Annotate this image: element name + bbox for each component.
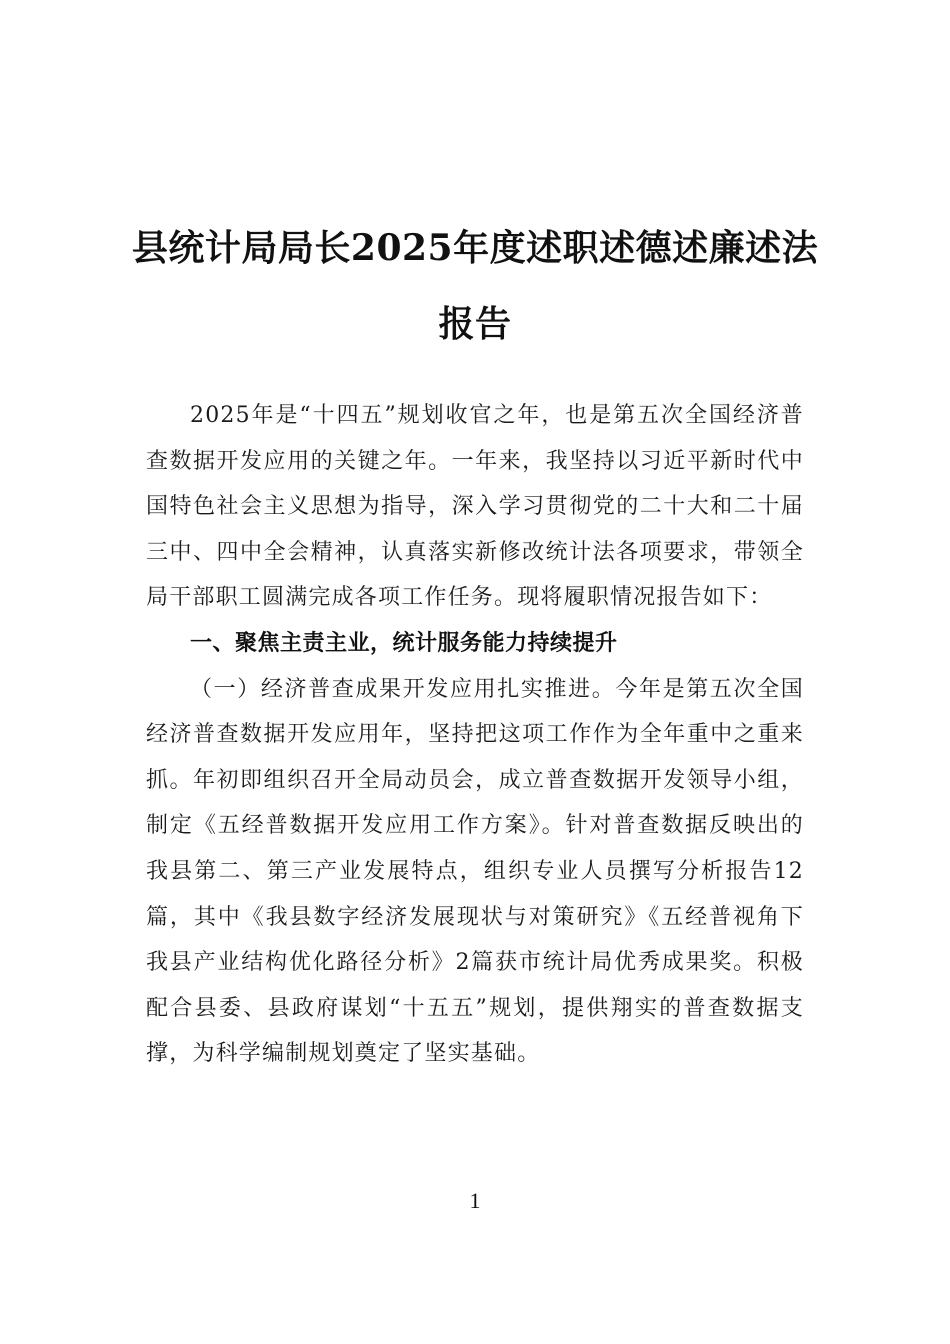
subsection-text: 今年是第五次全国经济普查数据开发应用年，坚持把这项工作作为全年重中之重来抓。年初即组织召开全局动员会，成立普查数据开发领导小组，制定《五经普数据开发应用工作方案》。针对普查数据反映出的我县第二、第三产业发展特点，组织专业人员撰写分析报告12篇，其中《我县数字经济发展现状与对策研究》《五经普视角下我县产业结构优化路径分析》2篇获市统计局优秀成果奖。积极配合县委、县政府谋划“十五五”规划，提供翔实的普查数据支撑，为科学编制规划奠定了坚实基础。	[146, 676, 804, 1067]
document-body	[146, 393, 804, 1077]
intro-paragraph: 2025年是“十四五”规划收官之年，也是第五次全国经济普查数据开发应用的关键之年。一年来，我坚持以习近平新时代中国特色社会主义思想为指导，深入学习贯彻党的二十大和二十届三中、四中全会精神，认真落实新修改统计法各项要求，带领全局干部职工圆满完成各项工作任务。现将履职情况报告如下：	[146, 403, 804, 611]
subsection-label: （一）经济普查成果开发应用扎实推进。	[190, 676, 616, 702]
title-line-2: 报告	[438, 303, 512, 346]
document-title	[120, 210, 830, 362]
page-number: 1	[469, 1188, 481, 1213]
subsection-paragraph	[146, 667, 804, 1077]
title-line-1: 县统计局局长2025年度述职述德述廉述法	[131, 227, 819, 270]
section-heading: 一、聚焦主责主业，统计服务能力持续提升	[190, 630, 618, 656]
